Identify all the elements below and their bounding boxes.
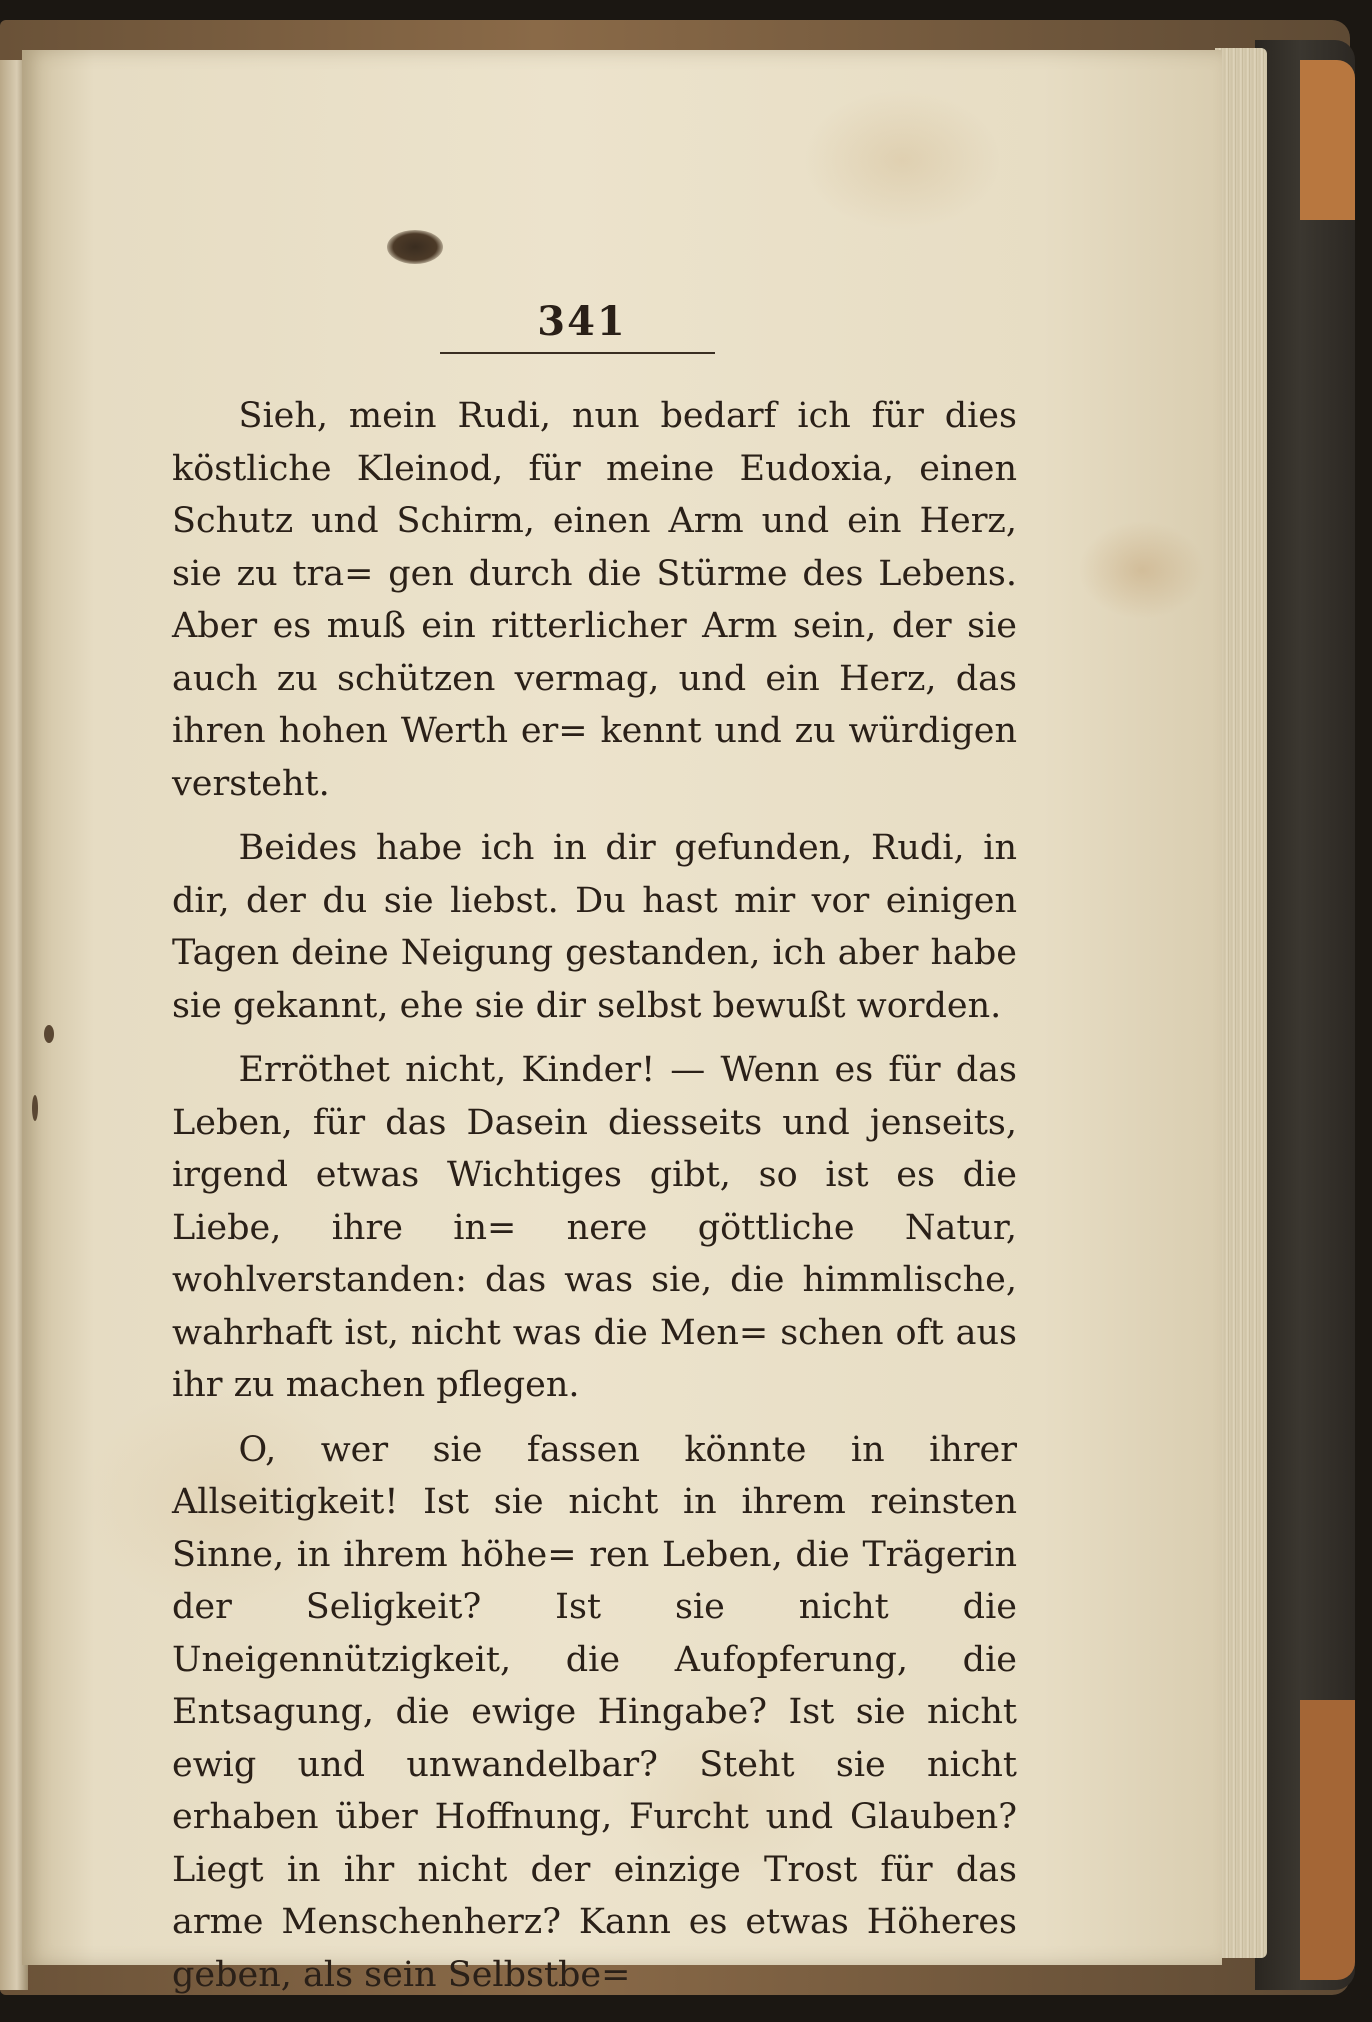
ink-blot: [387, 230, 443, 264]
cover-corner-top: [1300, 60, 1355, 220]
ink-speck: [44, 1025, 54, 1043]
body-text: [172, 390, 1017, 2013]
page-number: 341: [537, 298, 627, 345]
paragraph: Sieh, mein Rudi, nun bedarf ich für dies köstliche Kleinod, für meine Eudoxia, einen Schutz und Schirm, einen Arm und ein Herz, sie zu tra= gen durch die Stürme des Lebens. Aber es muß ein ritterlicher Arm sein, der sie auch zu schützen vermag, und ein Herz, das ihren hohen Werth er= kennt und zu würdigen versteht.: [172, 396, 1017, 804]
book-cover-edge: [1255, 40, 1355, 1990]
book-page: [22, 50, 1222, 1995]
cover-corner-bottom: [1300, 1700, 1355, 1980]
paragraph: Beides habe ich in dir gefunden, Rudi, in dir, der du sie liebst. Du hast mir vor einigen Tagen deine Neigung gestanden, ich aber habe sie gekannt, ehe sie dir selbst bewußt worden.: [172, 828, 1017, 1026]
page-edges: [1215, 48, 1267, 1958]
paragraph: O, wer sie fassen könnte in ihrer Allseitigkeit! Ist sie nicht in ihrem reinsten Sinne, in ihrem höhe= ren Leben, die Trägerin der Seligkeit? Ist sie nicht die Uneigennützigkeit, die Aufopferung, die Entsagung, die ewige Hingabe? Ist sie nicht ewig und unwandelbar? Steht sie nicht erhaben über Hoffnung, Furcht und Glauben? Liegt in ihr nicht der einzige Trost für das arme Menschenherz? Kann es etwas Höheres geben, als sein Selbstbe=: [172, 1429, 1017, 1995]
header-rule: [440, 352, 715, 354]
paragraph: Erröthet nicht, Kinder! — Wenn es für das Leben, für das Dasein diesseits und jenseits, irgend etwas Wichtiges gibt, so ist es die Liebe, ihre in= nere göttliche Natur, wohlverstanden: das was sie, die himmlische, wahrhaft ist, nicht was die Men= schen oft aus ihr zu machen pflegen.: [172, 1050, 1017, 1405]
ink-speck: [32, 1095, 38, 1121]
